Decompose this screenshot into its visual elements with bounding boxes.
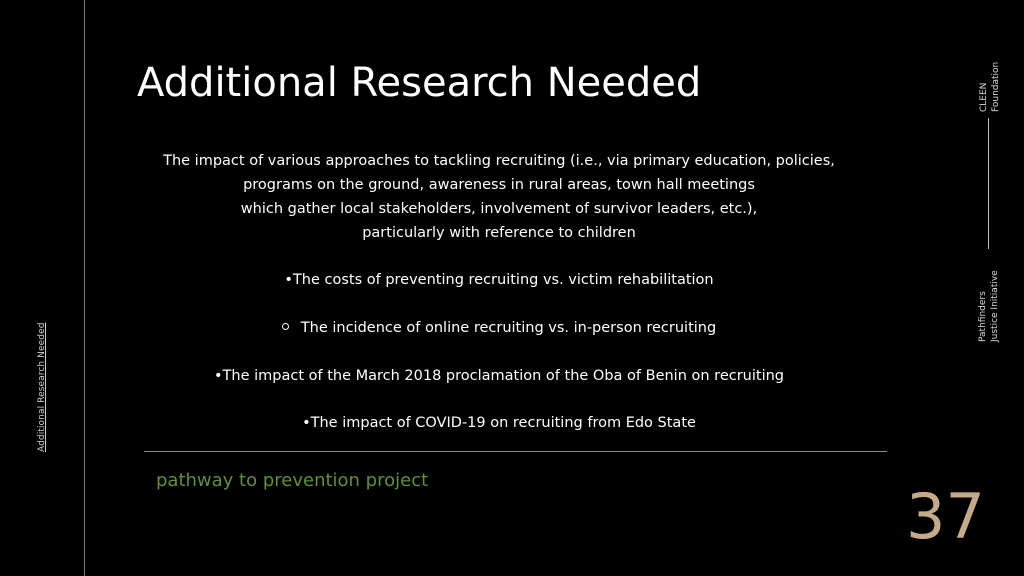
intro-line: which gather local stakeholders, involvement of survivor leaders, etc.), — [240, 201, 758, 217]
cleen-line: CLEEN — [979, 82, 989, 112]
page-number: 37 — [906, 480, 985, 553]
right-vertical-divider — [988, 118, 989, 249]
bullet-item: •The impact of COVID-19 on recruiting from Edo State — [302, 415, 696, 431]
project-label: pathway to prevention project — [156, 470, 429, 491]
bullet-item-circle — [120, 316, 878, 340]
pathfinders-justice-label — [977, 270, 1001, 342]
bullet-text: The incidence of online recruiting vs. in-person recruiting — [300, 320, 717, 336]
pji-line: Pathfinders — [978, 291, 988, 342]
bullet-item: •The costs of preventing recruiting vs. victim rehabilitation — [284, 272, 714, 288]
cleen-line: Foundation — [991, 61, 1001, 112]
cleen-foundation-label — [978, 62, 1002, 112]
left-vertical-divider — [84, 0, 85, 576]
intro-paragraph — [120, 149, 878, 245]
bullet-item: •The impact of the March 2018 proclamation of the Oba of Benin on recruiting — [213, 368, 785, 384]
circle-bullet-icon — [282, 323, 289, 330]
intro-line: particularly with reference to children — [362, 225, 636, 241]
slide-title: Additional Research Needed — [137, 60, 702, 106]
section-label-link[interactable]: Additional Research Needed — [37, 322, 47, 452]
intro-line: The impact of various approaches to tackling recruiting (i.e., via primary education, policies, — [163, 153, 835, 169]
intro-line: programs on the ground, awareness in rural areas, town hall meetings — [243, 177, 755, 193]
pji-line: Justice Initiative — [990, 270, 1000, 342]
horizontal-divider — [144, 451, 887, 452]
